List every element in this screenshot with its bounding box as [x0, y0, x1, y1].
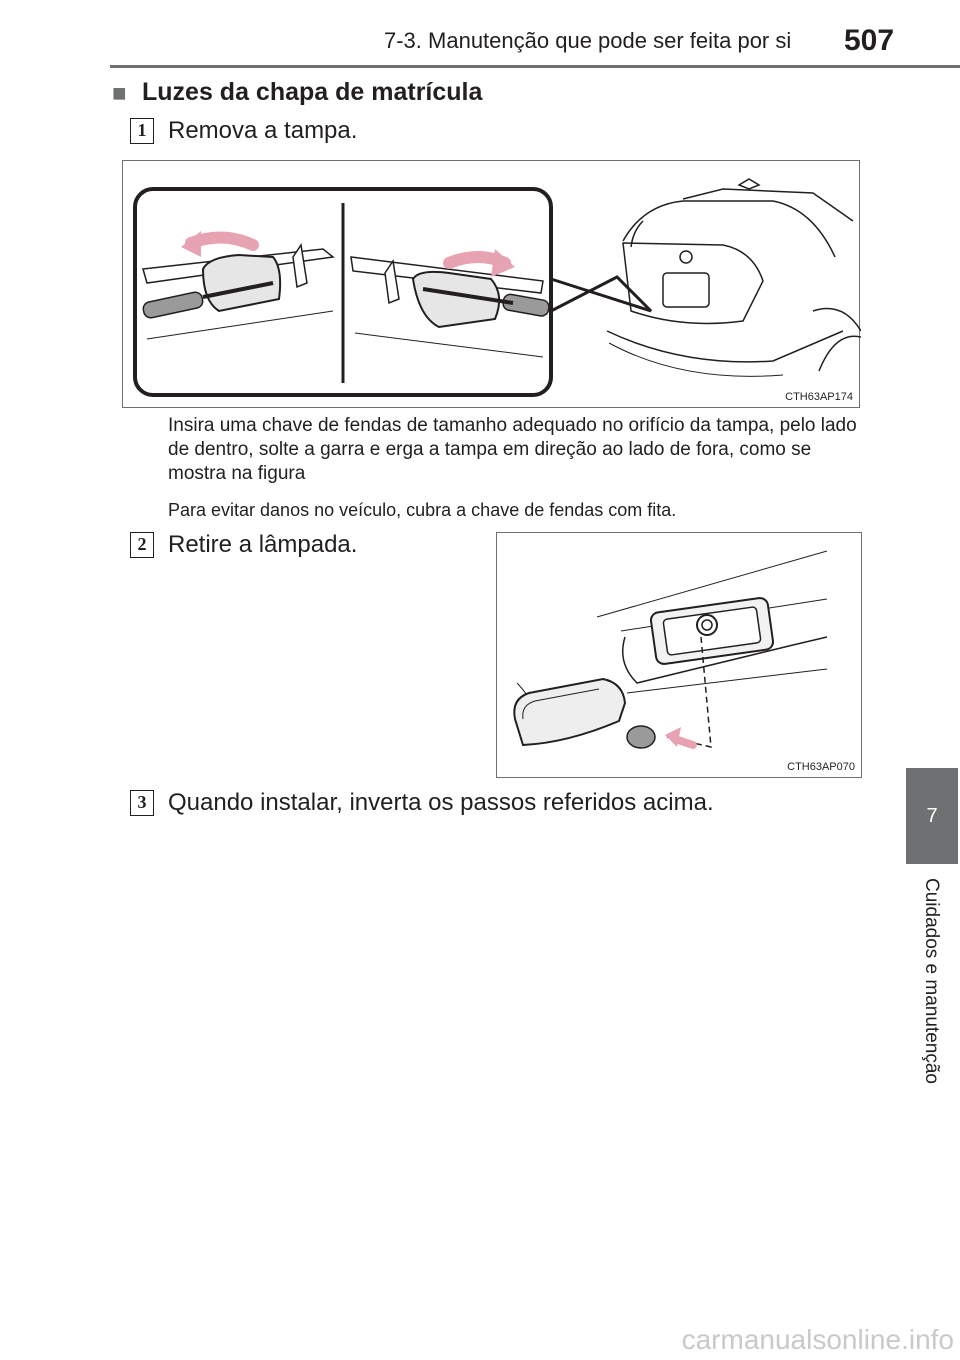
figure-code: CTH63AP070: [787, 761, 855, 773]
chapter-title: Cuidados e manutenção: [921, 878, 942, 1084]
figure-code: CTH63AP174: [785, 391, 853, 403]
step-1-number: 1: [130, 118, 154, 144]
figure-remove-cover-illustration: [123, 161, 861, 409]
figure-remove-bulb: [496, 532, 862, 778]
step-1-label: Remova a tampa.: [168, 117, 358, 144]
step-3-label: Quando instalar, inverta os passos referidos acima.: [168, 789, 714, 816]
step-1-description: Insira uma chave de fendas de tamanho adequado no orifício da tampa, pelo lado de dentro, solte a garra e erga a tampa em direção ao lado de fora, como se mostra na figura: [168, 415, 857, 484]
step-2-label: Retire a lâmpada.: [168, 531, 358, 558]
step-1-note: Para evitar danos no veículo, cubra a chave de fendas com fita.: [168, 500, 677, 520]
watermark: carmanualsonline.info: [681, 1324, 954, 1355]
step-2-number: 2: [130, 532, 154, 558]
header-rule: [110, 65, 960, 68]
section-heading: Luzes da chapa de matrícula: [142, 78, 483, 106]
running-header-title: 7-3. Manutenção que pode ser feita por si: [384, 28, 792, 53]
figure-remove-bulb-illustration: [497, 533, 863, 779]
chapter-tab: 7: [906, 768, 958, 864]
step-3-number: 3: [130, 790, 154, 816]
square-bullet-icon: ■: [112, 80, 127, 107]
page-number: 507: [844, 24, 895, 57]
figure-remove-cover: [122, 160, 860, 408]
